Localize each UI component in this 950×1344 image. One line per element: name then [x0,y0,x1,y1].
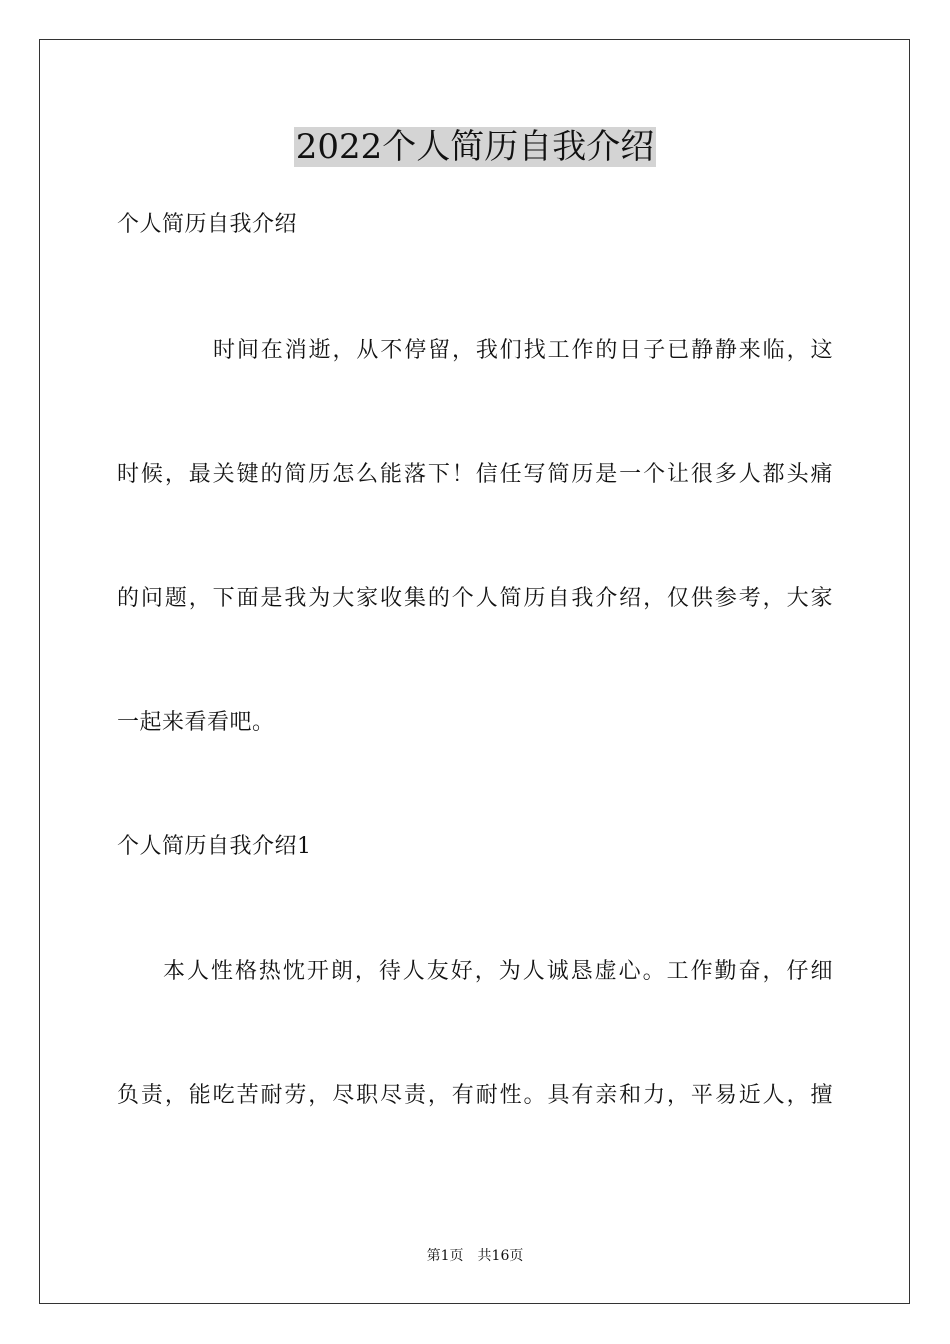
page-total: 共16页 [477,1248,524,1264]
title-text: 2022个人简历自我介绍 [295,127,655,167]
paragraph-line: 的问题，下面是我为大家收集的个人简历自我介绍，仅供参考，大家 [117,586,833,611]
paragraph-line: 负责，能吃苦耐劳，尽职尽责，有耐性。具有亲和力，平易近人，擅 [117,1083,833,1108]
intro-heading: 个人简历自我介绍 [117,212,298,237]
paragraph-line: 本人性格热忱开朗，待人友好，为人诚恳虚心。工作勤奋，仔细 [163,959,833,984]
paragraph-line: 时间在消逝，从不停留，我们找工作的日子已静静来临，这 [213,338,833,363]
section-heading: 个人简历自我介绍1 [117,834,312,859]
document-title [0,122,950,172]
paragraph-line: 时候，最关键的简历怎么能落下！信任写简历是一个让很多人都头痛 [117,462,833,487]
page-number: 第1页 [426,1248,464,1264]
paragraph-line: 一起来看看吧。 [117,710,275,735]
page-footer [0,1246,950,1266]
